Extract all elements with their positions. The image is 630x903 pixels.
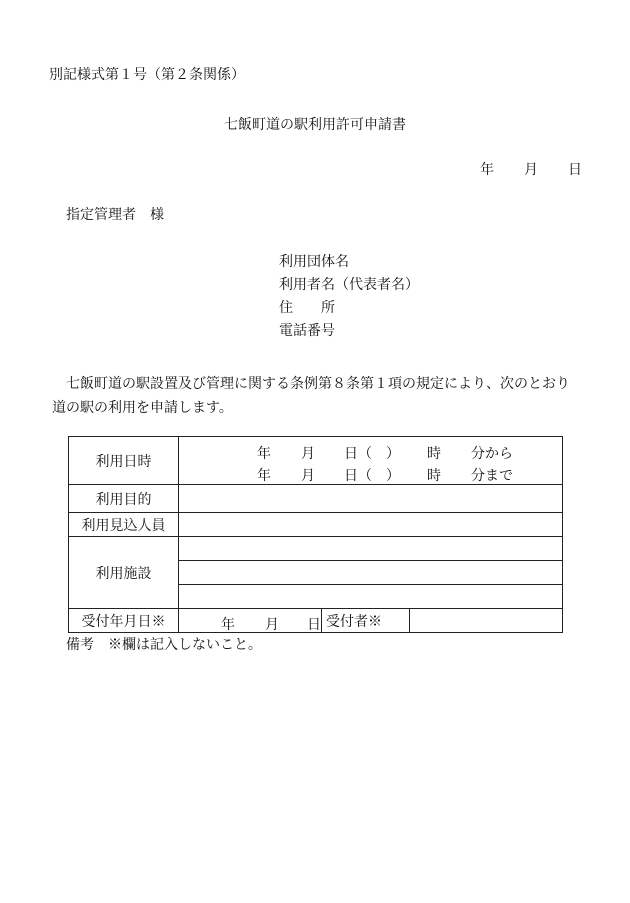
received-date-field[interactable]: 年 月 日	[179, 609, 322, 633]
row-facility-1	[69, 537, 563, 561]
purpose-field[interactable]	[179, 485, 563, 513]
form-number: 別記様式第１号（第２条関係）	[49, 67, 245, 83]
facility-field-1[interactable]	[179, 537, 563, 561]
start-datetime: 年 月 日（ ） 時 分から	[257, 445, 513, 462]
purpose-label: 利用目的	[69, 485, 179, 513]
date-day: 日	[568, 162, 582, 178]
facility-label: 利用施設	[69, 537, 179, 609]
application-statement: 七飯町道の駅設置及び管理に関する条例第８条第１項の規定により、次のとおり道の駅の利用を申請します。	[52, 376, 570, 416]
application-table	[68, 436, 563, 633]
document-title: 七飯町道の駅利用許可申請書	[224, 117, 406, 133]
facility-field-2[interactable]	[179, 561, 563, 585]
expected-attendees-label: 利用見込人員	[69, 513, 179, 537]
addressee: 指定管理者 様	[66, 207, 164, 223]
date-year: 年	[480, 162, 494, 178]
end-datetime: 年 月 日（ ） 時 分まで	[257, 467, 513, 484]
received-date-label: 受付年月日※	[69, 609, 179, 633]
facility-field-3[interactable]	[179, 585, 563, 609]
remarks: 備考 ※欄は記入しないこと。	[66, 637, 262, 653]
address-label: 住 所	[279, 300, 335, 316]
applicant-info	[279, 255, 419, 347]
expected-attendees-field[interactable]	[179, 513, 563, 537]
phone-label: 電話番号	[279, 323, 335, 339]
receiver-field[interactable]	[410, 609, 563, 633]
row-usage-datetime	[69, 437, 563, 485]
usage-datetime-field[interactable]	[179, 437, 563, 485]
usage-datetime-label: 利用日時	[69, 437, 179, 485]
receiver-label: 受付者※	[322, 609, 410, 633]
row-attendees	[69, 513, 563, 537]
user-name-label: 利用者名（代表者名）	[279, 277, 419, 293]
row-reception	[69, 609, 563, 633]
row-purpose	[69, 485, 563, 513]
application-date	[480, 163, 582, 177]
date-month: 月	[524, 162, 538, 178]
group-name-label: 利用団体名	[279, 254, 349, 270]
